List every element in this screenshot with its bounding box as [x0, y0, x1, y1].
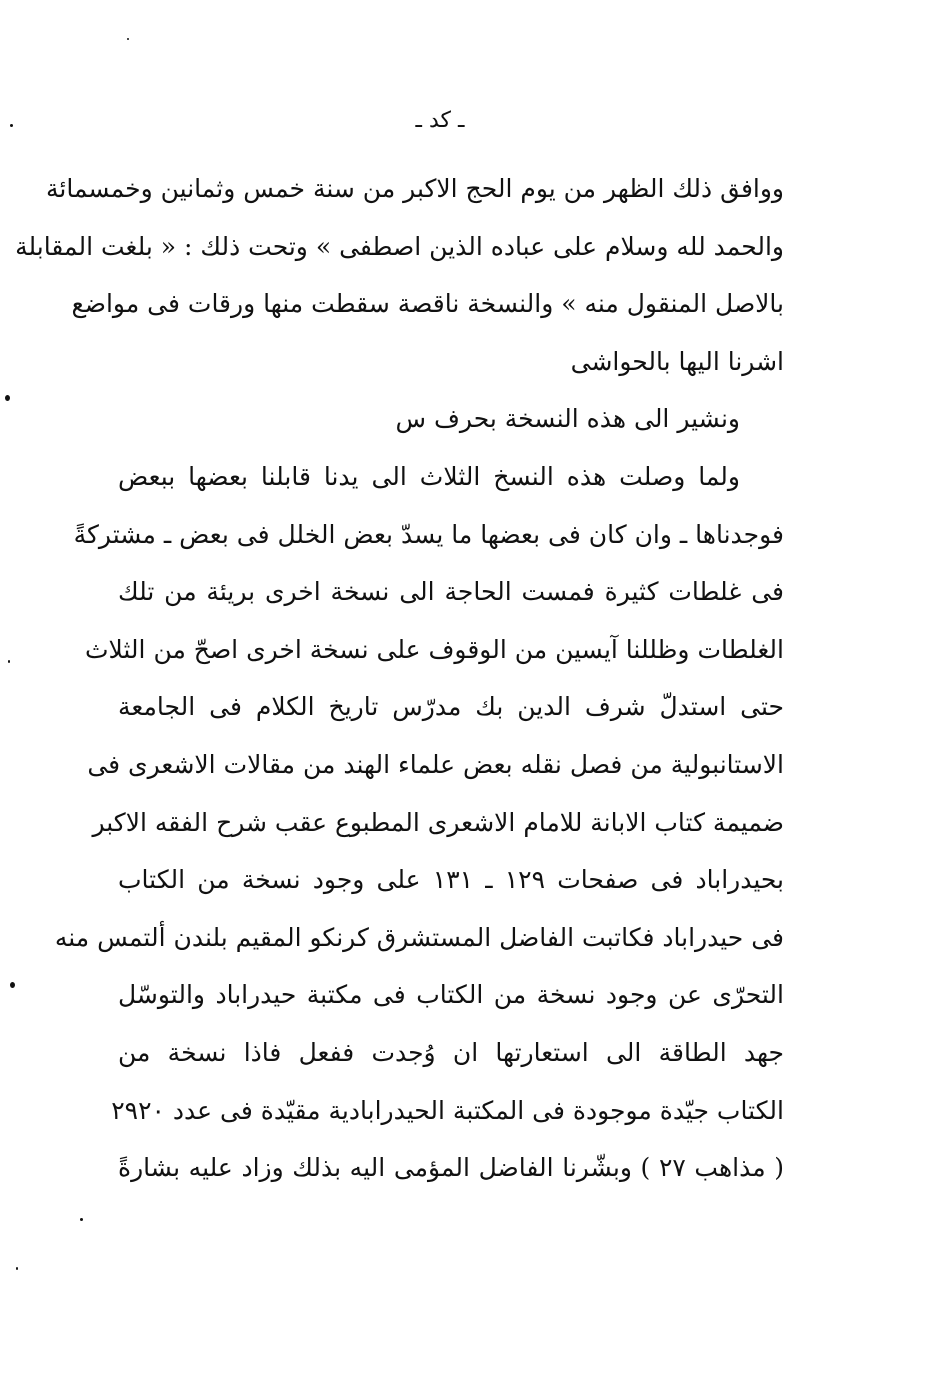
text-line: فى حيدراباد فكاتبت الفاضل المستشرق كرنكو المقيم بلندن ألتمس منه [54, 922, 784, 952]
text-line: والحمد لله وسلام على عباده الذين اصطفى » وتحت ذلك : « بلغت المقابلة [15, 231, 784, 261]
text-line: الكتاب جيّدة موجودة فى المكتبة الحيدرابادية مقيّدة فى عدد ٢٩٢٠ [111, 1095, 784, 1125]
scan-speck [80, 1218, 83, 1221]
text-line: ونشير الى هذه النسخة بحرف س [395, 404, 740, 434]
text-line: التحرّى عن وجود نسخة من الكتاب فى مكتبة حيدراباد والتوسّل [118, 980, 784, 1010]
text-line: فى غلطات كثيرة فمست الحاجة الى نسخة اخرى بريئة من تلك [118, 577, 784, 607]
scan-speck [10, 982, 15, 988]
scan-speck [16, 1267, 18, 1270]
text-line: الغلطات وظللنا آيسين من الوقوف على نسخة اخرى اصحّ من الثلاث [84, 634, 784, 664]
text-line: الاستانبولية من فصل نقله بعض علماء الهند من مقالات الاشعرى فى [87, 749, 784, 779]
body-text [15, 160, 784, 1197]
scan-speck [10, 124, 13, 127]
text-line: ولما وصلت هذه النسخ الثلاث الى يدنا قابلنا بعضها ببعض [118, 461, 740, 491]
text-line: ضميمة كتاب الابانة للامام الاشعرى المطبوع عقب شرح الفقه الاكبر [92, 807, 784, 837]
scan-speck [5, 395, 10, 401]
text-line: حتى استدلّ شرف الدين بك مدرّس تاريخ الكلام فى الجامعة [118, 692, 784, 722]
text-line: بحيدراباد فى صفحات ١٢٩ ـ ١٣١ على وجود نسخة من الكتاب [118, 865, 784, 895]
text-line: فوجدناها ـ وان كان فى بعضها ما يسدّ بعض الخلل فى بعض ـ مشتركةً [73, 519, 784, 549]
text-line: جهد الطاقة الى استعارتها ان وُجدت ففعل فاذا نسخة من [118, 1037, 784, 1067]
text-line: ( مذاهب ٢٧ ) وبشّرنا الفاضل المؤمى اليه بذلك وزاد عليه بشارةً [118, 1153, 784, 1183]
text-line: بالاصل المنقول منه » والنسخة ناقصة سقطت منها ورقات فى مواضع [71, 289, 784, 319]
page-number: ـ كد ـ [415, 108, 465, 133]
scan-speck [8, 660, 10, 663]
text-line: اشرنا اليها بالحواشى [570, 346, 784, 376]
text-line: ووافق ذلك الظهر من يوم الحج الاكبر من سنة خمس وثمانين وخمسمائة [45, 174, 784, 203]
scan-speck [127, 38, 129, 40]
